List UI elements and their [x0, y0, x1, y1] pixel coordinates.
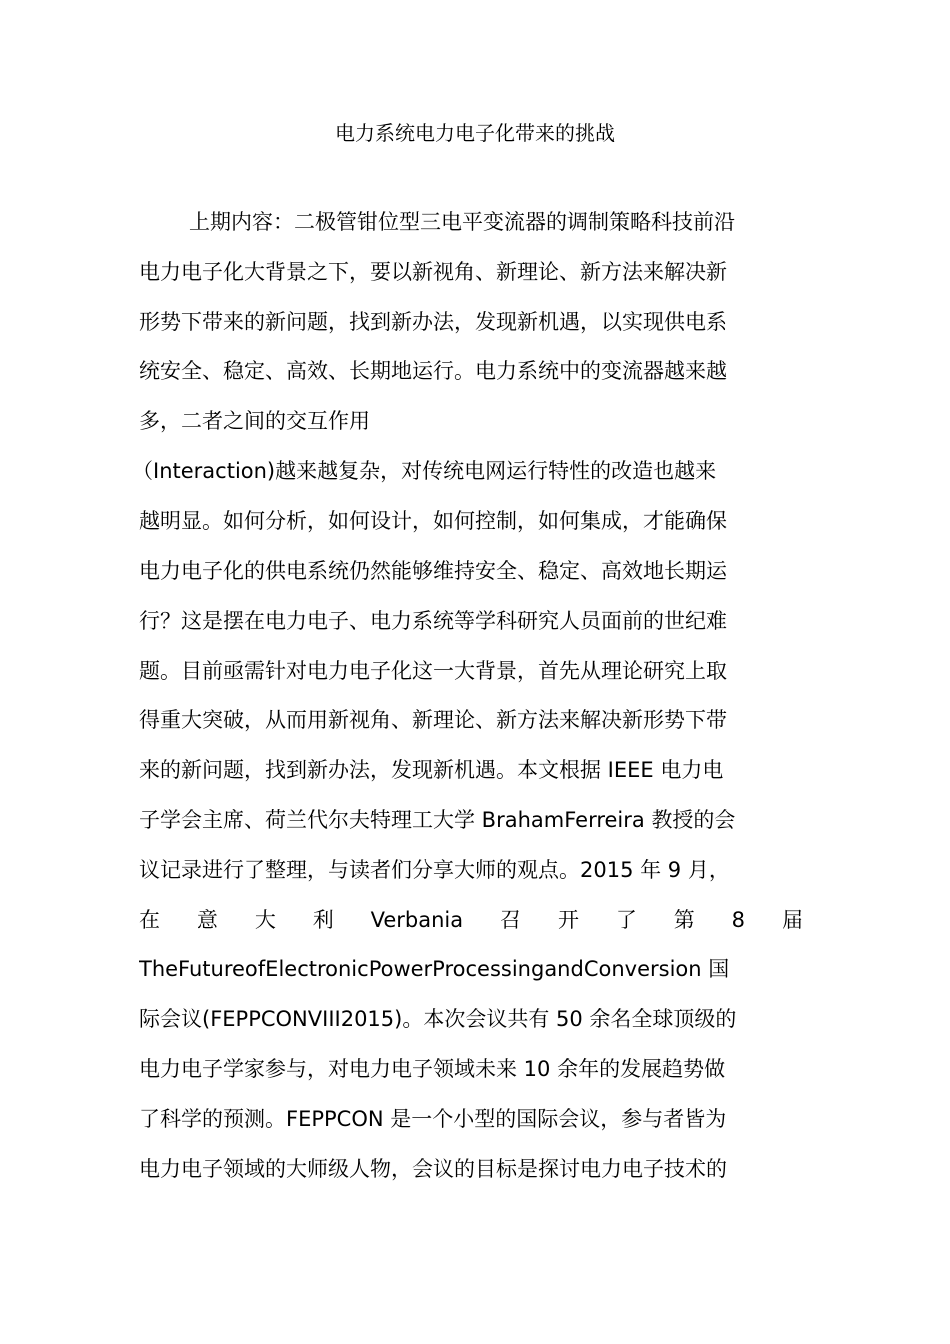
paragraph-line-20: 电力电子领域的大师级人物，会议的目标是探讨电力电子技术的 — [139, 1157, 727, 1181]
word: 开 — [557, 908, 579, 932]
paragraph-line-10: 题。目前亟需针对电力电子化这一大背景，首先从理论研究上取 — [139, 659, 727, 683]
word: 届 — [781, 908, 803, 932]
paragraph-line-7: 越明显。如何分析，如何设计，如何控制，如何集成，才能确保 — [139, 509, 727, 533]
paragraph-line-18: 电力电子学家参与，对电力电子领域未来 10 余年的发展趋势做 — [139, 1057, 726, 1081]
paragraph-line-2: 电力电子化大背景之下，要以新视角、新理论、新方法来解决新 — [139, 260, 727, 284]
paragraph-line-11: 得重大突破，从而用新视角、新理论、新方法来解决新形势下带 — [139, 708, 727, 732]
paragraph-line-6: （Interaction)越来越复杂，对传统电网运行特性的改造也越来 — [132, 459, 717, 483]
document-title: 电力系统电力电子化带来的挑战 — [335, 121, 615, 145]
paragraph-line-12: 来的新问题，找到新办法，发现新机遇。本文根据 IEEE 电力电 — [139, 758, 724, 782]
word: 利 — [312, 908, 334, 932]
word: Verbania — [370, 908, 464, 932]
word: 8 — [731, 908, 746, 932]
paragraph-line-9: 行？这是摆在电力电子、电力系统等学科研究人员面前的世纪难 — [139, 609, 727, 633]
word: 第 — [673, 908, 695, 932]
paragraph-line-17: 际会议(FEPPCONVIII2015)。本次会议共有 50 余名全球顶级的 — [139, 1007, 737, 1031]
paragraph-line-15-justified — [139, 903, 803, 937]
word: 在 — [139, 908, 160, 932]
paragraph-line-8: 电力电子化的供电系统仍然能够维持安全、稳定、高效地长期运 — [139, 559, 727, 583]
paragraph-line-5: 多，二者之间的交互作用 — [139, 409, 370, 433]
word: 大 — [254, 908, 276, 932]
paragraph-line-16: TheFutureofElectronicPowerProcessingandConversion 国 — [139, 957, 730, 981]
word: 了 — [615, 908, 637, 932]
word: 召 — [500, 908, 522, 932]
paragraph-line-4: 统安全、稳定、高效、长期地运行。电力系统中的变流器越来越 — [139, 359, 727, 383]
paragraph-line-19: 了科学的预测。FEPPCON 是一个小型的国际会议，参与者皆为 — [139, 1107, 727, 1131]
word: 意 — [196, 908, 218, 932]
paragraph-line-1: 上期内容：二极管钳位型三电平变流器的调制策略科技前沿 — [189, 210, 735, 234]
paragraph-line-13: 子学会主席、荷兰代尔夫特理工大学 BrahamFerreira 教授的会 — [139, 808, 736, 832]
paragraph-line-14: 议记录进行了整理，与读者们分享大师的观点。2015 年 9 月， — [139, 858, 730, 882]
paragraph-line-3: 形势下带来的新问题，找到新办法，发现新机遇，以实现供电系 — [139, 310, 727, 334]
